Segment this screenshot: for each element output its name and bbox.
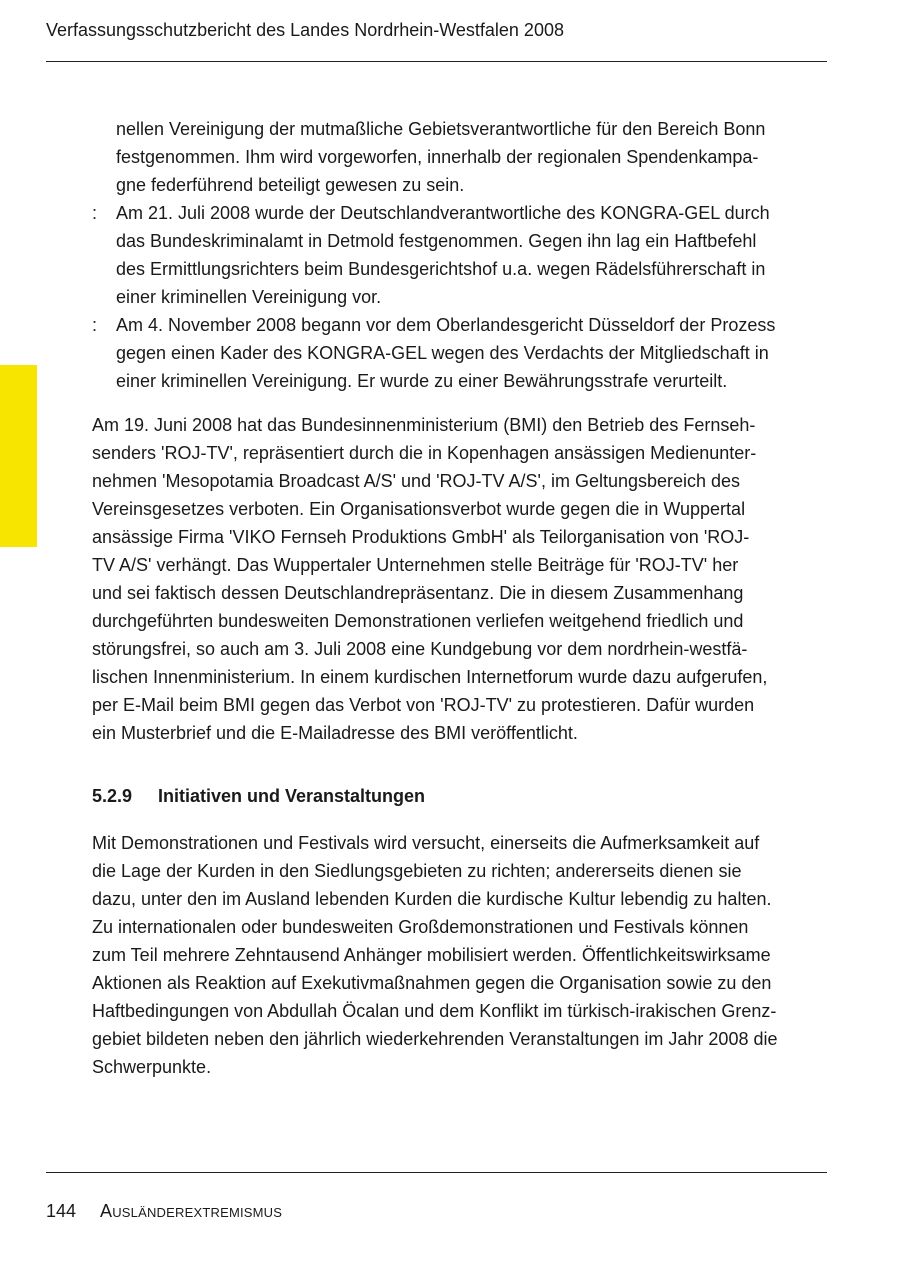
paragraph-line: ein Musterbrief und die E-Mailadresse des BMI veröffentlicht. (92, 723, 578, 743)
bullet-continuation-line: nellen Vereinigung der mutmaßliche Gebietsverantwortliche für den Bereich Bonn (116, 119, 766, 139)
paragraph-line: gebiet bildeten neben den jährlich wiederkehrenden Veranstaltungen im Jahr 2008 die (92, 1029, 778, 1049)
paragraph-line: lischen Innenministerium. In einem kurdischen Internetforum wurde dazu aufgerufen, (92, 667, 768, 687)
bullet-marker: : (92, 203, 98, 223)
bullet-item-line: Am 21. Juli 2008 wurde der Deutschlandverantwortliche des KONGRA-GEL durch (116, 203, 770, 223)
paragraph-line: nehmen 'Mesopotamia Broadcast A/S' und 'ROJ-TV A/S', im Geltungsbereich des (92, 471, 741, 491)
bullet-item-line: das Bundeskriminalamt in Detmold festgenommen. Gegen ihn lag ein Haftbefehl (116, 231, 757, 251)
paragraph-line: ansässige Firma 'VIKO Fernseh Produktions GmbH' als Teilorganisation von 'ROJ- (92, 527, 750, 547)
bullet-continuation-line: gne federführend beteiligt gewesen zu sein. (116, 175, 465, 195)
paragraph-line: Am 19. Juni 2008 hat das Bundesinnenministerium (BMI) den Betrieb des Fernseh- (92, 415, 756, 435)
paragraph-line: Haftbedingungen von Abdullah Öcalan und dem Konflikt im türkisch-irakischen Grenz- (92, 1001, 777, 1021)
section-number: 5.2.9 (92, 786, 133, 806)
paragraph-line: Mit Demonstrationen und Festivals wird versucht, einerseits die Aufmerksamkeit auf (92, 833, 760, 853)
chapter-side-marker (0, 365, 37, 547)
bullet-continuation-line: festgenommen. Ihm wird vorgeworfen, innerhalb der regionalen Spendenkampa- (116, 147, 759, 167)
paragraph-line: und sei faktisch dessen Deutschlandrepräsentanz. Die in diesem Zusammenhang (92, 583, 744, 603)
paragraph-line: Zu internationalen oder bundesweiten Großdemonstrationen und Festivals können (92, 917, 749, 937)
running-header-title: Verfassungsschutzbericht des Landes Nordrhein-Westfalen 2008 (46, 20, 564, 40)
paragraph-line: die Lage der Kurden in den Siedlungsgebieten zu richten; andererseits dienen sie (92, 861, 742, 881)
paragraph-line: per E-Mail beim BMI gegen das Verbot von 'ROJ-TV' zu protestieren. Dafür wurden (92, 695, 755, 715)
paragraph-line: Schwerpunkte. (92, 1057, 212, 1077)
bullet-item-line: einer kriminellen Vereinigung. Er wurde zu einer Bewährungsstrafe verurteilt. (116, 371, 728, 391)
paragraph-line: dazu, unter den im Ausland lebenden Kurden die kurdische Kultur lebendig zu halten. (92, 889, 772, 909)
paragraph-line: senders 'ROJ-TV', repräsentiert durch die in Kopenhagen ansässigen Medienunter- (92, 443, 757, 463)
paragraph-line: Vereinsgesetzes verboten. Ein Organisationsverbot wurde gegen die in Wuppertal (92, 499, 746, 519)
paragraph-line: Aktionen als Reaktion auf Exekutivmaßnahmen gegen die Organisation sowie zu den (92, 973, 772, 993)
paragraph-line: durchgeführten bundesweiten Demonstrationen verliefen weitgehend friedlich und (92, 611, 744, 631)
footer-chapter-title: Ausländerextremismus (100, 1201, 283, 1221)
footer-rule (46, 1172, 827, 1173)
paragraph-line: TV A/S' verhängt. Das Wuppertaler Unternehmen stelle Beiträge für 'ROJ-TV' her (92, 555, 739, 575)
paragraph-line: störungsfrei, so auch am 3. Juli 2008 eine Kundgebung vor dem nordrhein-westfä- (92, 639, 748, 659)
paragraph-line: zum Teil mehrere Zehntausend Anhänger mobilisiert werden. Öffentlichkeitswirksame (92, 945, 771, 965)
bullet-item-line: einer kriminellen Vereinigung vor. (116, 287, 382, 307)
bullet-item-line: gegen einen Kader des KONGRA-GEL wegen des Verdachts der Mitgliedschaft in (116, 343, 769, 363)
bullet-marker: : (92, 315, 98, 335)
page-number: 144 (46, 1201, 77, 1221)
bullet-item-line: Am 4. November 2008 begann vor dem Oberlandesgericht Düsseldorf der Prozess (116, 315, 776, 335)
header-rule (46, 61, 827, 62)
section-title: Initiativen und Veranstaltungen (158, 786, 426, 806)
bullet-item-line: des Ermittlungsrichters beim Bundesgerichtshof u.a. wegen Rädelsführerschaft in (116, 259, 766, 279)
